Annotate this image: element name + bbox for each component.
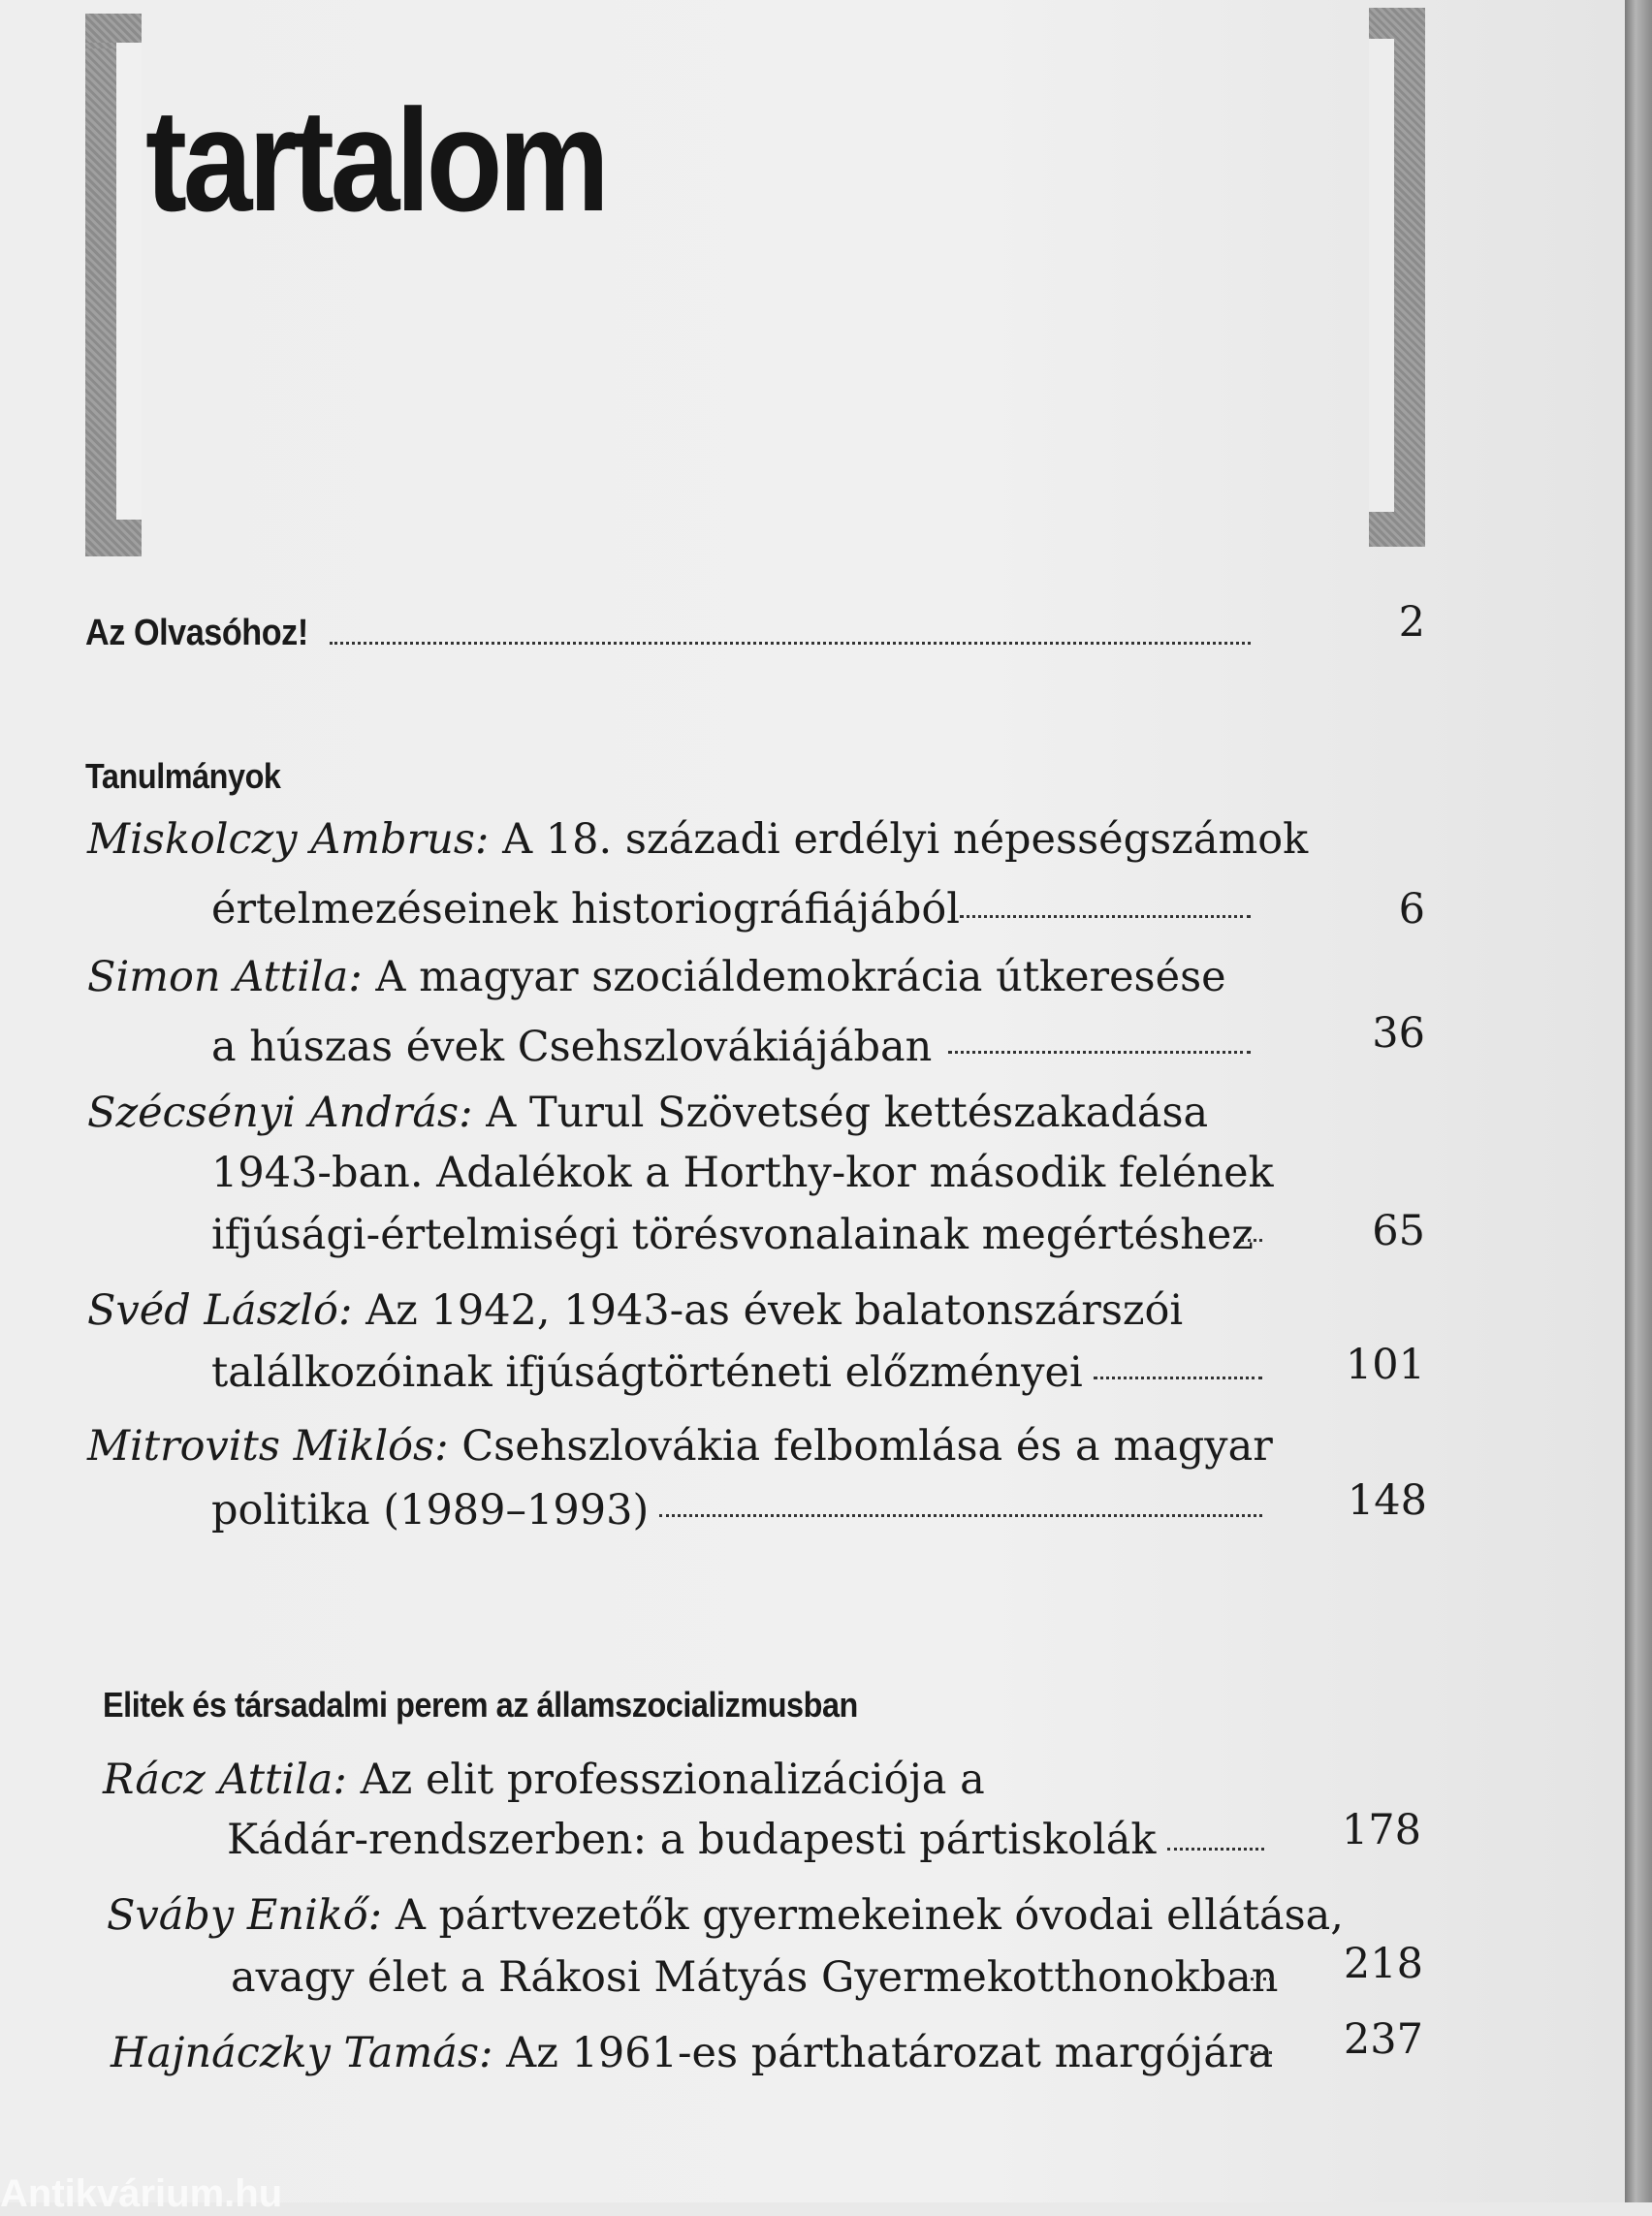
entry-author: Hajnáczky Tamás:	[111, 2029, 493, 2077]
entry-page-number: 6	[1398, 885, 1425, 934]
entry-title-line: A pártvezetők gyermekeinek óvodai ellátása,	[395, 1891, 1344, 1940]
section-heading-elitek: Elitek és társadalmi perem az államszocializmusban	[103, 1685, 858, 1725]
entry-title-line: Kádár-rendszerben: a budapesti pártiskolák	[227, 1816, 1157, 1864]
entry-page-number: 36	[1372, 1009, 1425, 1058]
entry-author: Svéd László:	[87, 1286, 353, 1335]
entry-title-line: A magyar szociáldemokrácia útkeresése	[375, 953, 1226, 1001]
entry-title-line: Csehszlovákia felbomlása és a magyar	[461, 1422, 1273, 1471]
entry-author: Szécsényi András:	[87, 1089, 473, 1137]
toc-entry[interactable]	[103, 1745, 1460, 1875]
entry-title-line: A Turul Szövetség kettészakadása	[486, 1089, 1209, 1137]
entry-leader	[948, 1022, 1251, 1054]
section-heading-tanulmanyok: Tanulmányok	[85, 756, 281, 796]
toc-entry[interactable]	[107, 1881, 1464, 2012]
entry-page-number: 65	[1372, 1207, 1425, 1255]
entry-leader	[1251, 2022, 1272, 2054]
entry-title-line: 1943-ban. Adalékok a Horthy-kor második felének	[211, 1149, 1274, 1197]
entry-title-line: ifjúsági-értelmiségi törésvonalainak megértéshez	[211, 1211, 1254, 1259]
toc-entry[interactable]	[87, 1078, 1445, 1276]
entry-title-line: értelmezéseinek historiográfiájából	[211, 885, 960, 934]
entry-leader	[1167, 1819, 1264, 1851]
entry-page-number: 218	[1343, 1940, 1423, 1988]
page-edge-shadow	[1625, 0, 1652, 2202]
entry-author: Simon Attila:	[87, 953, 363, 1001]
entry-page-number: 148	[1347, 1476, 1427, 1525]
entry-page-number: 101	[1345, 1341, 1425, 1389]
entry-page-number: 237	[1343, 2015, 1423, 2064]
entry-title-line: Az 1942, 1943-as évek balatonszárszói	[365, 1286, 1184, 1335]
intro-leader	[330, 613, 1251, 645]
toc-entry[interactable]	[87, 942, 1445, 1082]
entry-leader	[1251, 1948, 1272, 1980]
intro-label: Az Olvasóhoz!	[85, 613, 308, 653]
entry-leader	[1241, 1210, 1262, 1242]
entry-title-line: A 18. századi erdélyi népességszámok	[502, 815, 1309, 864]
entry-leader	[960, 886, 1251, 918]
watermark: Antikvárium.hu	[0, 2172, 283, 2215]
page-title: tartalom	[145, 79, 606, 241]
toc-entry[interactable]	[87, 1411, 1445, 1545]
toc-entry[interactable]	[111, 2015, 1468, 2088]
toc-entry[interactable]	[87, 805, 1445, 944]
toc-entry[interactable]	[87, 1276, 1445, 1408]
entry-leader	[659, 1485, 1262, 1517]
left-bracket-top-arm	[85, 14, 142, 43]
entry-title-line: Az 1961-es párthatározat margójára	[506, 2029, 1274, 2077]
entry-author: Sváby Enikő:	[107, 1891, 383, 1940]
left-bracket-bottom-arm	[85, 520, 142, 556]
entry-leader	[1094, 1347, 1262, 1379]
intro-page-number: 2	[1398, 598, 1425, 647]
entry-author: Miskolczy Ambrus:	[87, 815, 490, 864]
entry-title-line: találkozóinak ifjúságtörténeti előzményei	[211, 1348, 1083, 1397]
entry-title-line: politika (1989–1993)	[211, 1486, 650, 1535]
entry-author: Rácz Attila:	[103, 1756, 347, 1804]
entry-page-number: 178	[1341, 1806, 1421, 1854]
entry-title-line: avagy élet a Rákosi Mátyás Gyermekotthonokban	[231, 1953, 1279, 2002]
entry-author: Mitrovits Miklós:	[87, 1422, 449, 1471]
entry-title-line: Az elit professzionalizációja a	[360, 1756, 985, 1804]
entry-title-line: a húszas évek Csehszlovákiájában	[211, 1023, 933, 1071]
